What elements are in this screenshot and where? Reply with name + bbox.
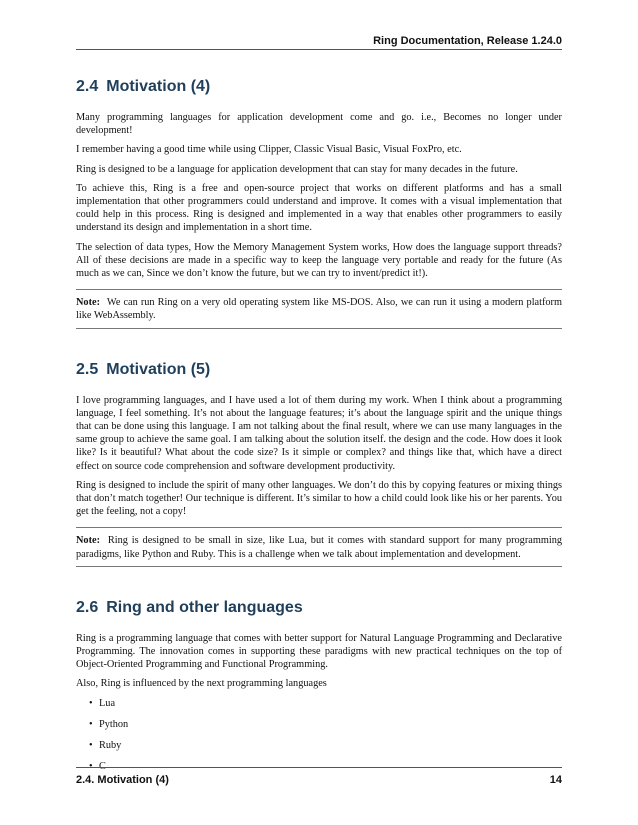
page-footer <box>76 773 562 787</box>
section-number: 2.6 <box>76 598 99 616</box>
running-header-title: Ring Documentation, Release 1.24.0 <box>373 35 562 47</box>
section-ring-and-other-languages <box>76 597 562 773</box>
paragraph: Many programming languages for application development come and go. i.e., Becomes no longer under development! <box>76 112 562 137</box>
note-text: We can run Ring on a very old operating system like MS-DOS. Also, we can run it using a modern platform like WebAssembly. <box>76 297 562 322</box>
paragraph: I love programming languages, and I have used a lot of them during my work. When I think about a programming language, I feel something. It’s not about the language features; it’s about the language spirit and the unique things that can be done using this language. I am not talking about the final result, where we can use many languages in the same group to achieve the same goal. I am talking about the solution itself. the design and the code. How does it look like? Is it beautiful? What about the code size? Is it simple or complex? and things like that, which have a direct effect on source code comprehension and software development productivity. <box>76 394 562 472</box>
paragraph: To achieve this, Ring is a free and open-source project that works on different platforms and has a small implementation that other programmers could understand and improve. It comes with a visual implementation that could help in this process. Ring is designed and implemented in a way that enables other programmers to easily understand its design and implementation in a short time. <box>76 182 562 234</box>
running-header <box>76 34 562 48</box>
header-rule <box>76 49 562 50</box>
note-box <box>76 527 562 566</box>
note-label: Note: <box>76 535 101 547</box>
page-content <box>76 62 562 781</box>
section-number: 2.5 <box>76 360 99 378</box>
note-box <box>76 289 562 328</box>
section-motivation-4 <box>76 76 562 329</box>
section-number: 2.4 <box>76 78 99 95</box>
footer-rule <box>76 767 562 768</box>
section-title: Motivation (4) <box>106 78 211 95</box>
paragraph: The selection of data types, How the Memory Management System works, How does the language support threads? All of these decisions are made in a specific way to keep the language very portable and ready for the future (As much as we can, Since we don’t know the future, but we can try to invent/predict it!). <box>76 241 562 280</box>
list-item: • C <box>89 760 106 772</box>
paragraph: I remember having a good time while using Clipper, Classic Visual Basic, Visual FoxPro, etc. <box>76 144 462 156</box>
note-text: Ring is designed to be small in size, like Lua, but it comes with standard support for many programming paradigms, like Python and Ruby. This is a challenge when we talk about implementation and development. <box>76 535 563 560</box>
footer-section: 2.4. Motivation (4) <box>76 774 169 786</box>
section-heading <box>76 76 562 98</box>
section-heading <box>76 597 562 619</box>
list-item: • Ruby <box>89 739 122 751</box>
list-item: • Lua <box>89 697 116 709</box>
paragraph: Also, Ring is influenced by the next programming languages <box>76 678 327 690</box>
paragraph: Ring is designed to be a language for application development that can stay for many decades in the future. <box>76 163 518 175</box>
page-number: 14 <box>549 774 562 786</box>
note-label: Note: <box>76 297 101 309</box>
section-heading <box>76 359 562 381</box>
section-motivation-5 <box>76 359 562 567</box>
paragraph: Ring is a programming language that comes with better support for Natural Language Programming and Declarative Programming. The innovation comes in supporting these paradigms with new practical techniques on the top of Object-Oriented Programming and Functional Programming. <box>76 632 562 671</box>
section-title: Motivation (5) <box>106 360 211 378</box>
bullet-icon: • <box>89 697 93 709</box>
influence-list <box>76 697 562 773</box>
section-title: Ring and other languages <box>106 598 303 616</box>
list-item: • Python <box>89 718 129 730</box>
bullet-icon: • <box>89 760 93 772</box>
bullet-icon: • <box>89 718 93 730</box>
bullet-icon: • <box>89 739 93 751</box>
paragraph: Ring is designed to include the spirit of many other languages. We don’t do this by copying features or mixing things that don’t match together! Our technique is different. It’s similar to how a child could look like his or her parents. You get the feeling, not a copy! <box>76 479 562 518</box>
